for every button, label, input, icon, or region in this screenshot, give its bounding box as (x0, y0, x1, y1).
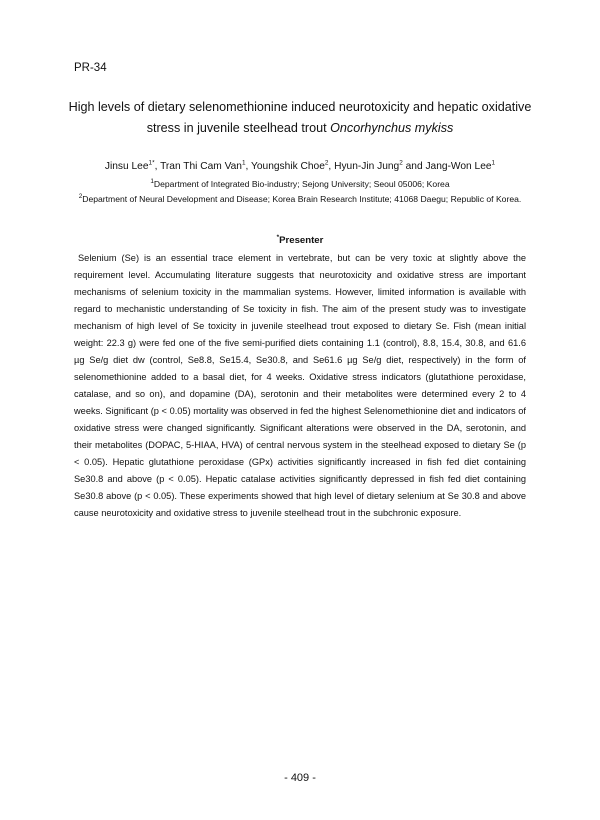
presenter-note (60, 235, 540, 246)
author-name: Jang-Won Lee (425, 161, 492, 172)
affiliation-text: Department of Neural Development and Disease; Korea Brain Research Institute; 41068 Daegu; Republic of Korea. (82, 194, 522, 204)
species-name: Oncorhynchus mykiss (330, 121, 454, 135)
author-name: Hyun-Jin Jung (334, 161, 400, 172)
affiliation-1 (70, 177, 530, 192)
author-separator: and (402, 161, 426, 172)
author-affiliation-mark: 2 (399, 159, 403, 167)
author-separator: , (154, 161, 161, 172)
author-name: Tran Thi Cam Van (160, 161, 242, 172)
author-separator: , (328, 161, 335, 172)
abstract-body: Selenium (Se) is an essential trace element in vertebrate, but can be very toxic at slightly above the requirement level. Accumulating literature suggests that neurotoxicity and oxidative stress are important mechanisms of selenium toxicity in the mammalian systems. However, limited information is available with regard to mechanistic understanding of Se toxicity in fish. The aim of the present study was to investigate mechanism of high level of Se toxicity in juvenile steelhead trout exposed to dietary Se. Fish (mean initial weight: 22.3 g) were fed one of the five semi-purified diets containing 1.1 (control), 8.8, 15.4, 30.8, and 61.6 µg Se/g diet dw (control, Se8.8, Se15.4, Se30.8, and Se61.6 µg Se/g diet, respectively) in the form of selenomethionine added to a basal diet, for 4 weeks. Oxidative stress indicators (glutathione peroxidase, catalase, and so on), and dopamine (DA), serotonin and their metabolites were determined every 2 to 4 weeks. Significant (p < 0.05) mortality was observed in fed the highest Selenomethionine diet and indicators of oxidative stress were changed significantly. Significant alterations were observed in the DA, serotonin, and their metabolites (DOPAC, 5-HIAA, HVA) of central nervous system in the steelhead exposed to dietary Se (p < 0.05). Hepatic glutathione peroxidase (GPx) activities significantly increased in fish fed diet containing Se30.8 and above (p < 0.05). Hepatic catalase activities significantly depressed in fish fed diet containing Se30.8 above (p < 0.05). These experiments showed that high level of dietary selenium at Se 30.8 and above cause neurotoxicity and oxidative stress to juvenile steelhead trout in the subchronic exposure. (74, 253, 526, 518)
author-list (60, 159, 540, 175)
author-affiliation-mark: 1 (491, 159, 496, 167)
presenter-label: Presenter (279, 235, 324, 246)
author-affiliation-mark: 1 (241, 159, 246, 167)
author-name: Jinsu Lee (104, 161, 149, 172)
affiliation-mark: 1 (150, 178, 154, 186)
presenter-mark: * (276, 233, 280, 241)
title-line-1: High levels of dietary selenomethionine induced neurotoxicity and hepatic oxidative (68, 100, 532, 114)
paper-title (60, 97, 540, 139)
affiliation-mark: 2 (78, 193, 83, 201)
page-number: - 409 - (284, 772, 316, 784)
paper-code: PR-34 (74, 62, 107, 74)
author-separator: , (245, 161, 252, 172)
title-line-2: stress in juvenile steelhead trout (146, 121, 331, 135)
affiliation-text: Department of Integrated Bio-industry; Sejong University; Seoul 05006; Korea (153, 179, 450, 189)
author-affiliation-mark: 2 (324, 159, 329, 167)
author-affiliation-mark: 1* (148, 159, 155, 167)
author-name: Youngshik Choe (251, 161, 325, 172)
affiliation-2 (70, 192, 530, 207)
